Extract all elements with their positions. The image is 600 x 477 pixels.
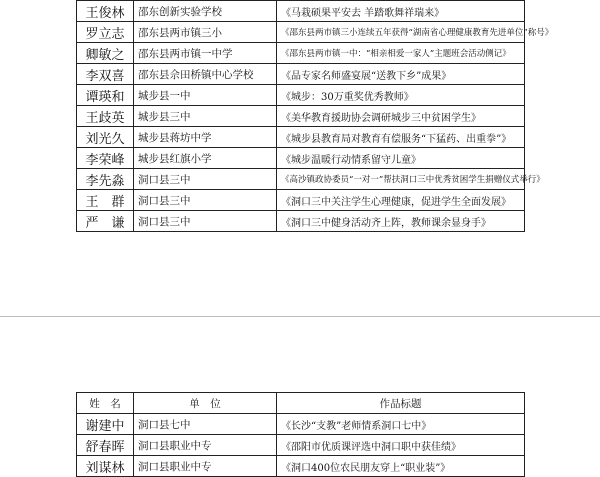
author-name-cell: 舒春晖 (77, 435, 134, 456)
table-row (77, 169, 525, 190)
table-row (77, 148, 525, 169)
unit-cell: 邵东创新实验学校 (134, 1, 277, 22)
work-title-cell: 《长沙“支教”老师情系洞口七中》 (277, 414, 525, 435)
table-row (77, 22, 525, 43)
table-header-row (77, 393, 525, 414)
unit-cell: 邵东县佘田桥镇中心学校 (134, 64, 277, 85)
column-header-title: 作品标题 (277, 393, 525, 414)
work-title-cell: 《美华教育援助协会调研城步三中贫困学生》 (277, 106, 525, 127)
column-header-name: 姓 名 (77, 393, 134, 414)
table-row (77, 127, 525, 148)
table-row (77, 435, 525, 456)
work-title-cell: 《洞口三中健身活动齐上阵，教师课余显身手》 (277, 211, 525, 232)
unit-cell: 邵东县两市镇三小 (134, 22, 277, 43)
unit-cell: 洞口县三中 (134, 190, 277, 211)
author-name-cell: 刘谋林 (77, 456, 134, 477)
unit-cell: 洞口县三中 (134, 211, 277, 232)
author-name-cell: 王歧英 (77, 106, 134, 127)
table-row (77, 211, 525, 232)
author-name-cell: 卿敏之 (77, 43, 134, 64)
award-table-top (76, 0, 554, 232)
table-row (77, 106, 525, 127)
author-name-cell: 刘光久 (77, 127, 134, 148)
work-title-cell: 《马栽硕果平安去 羊踏歌舞祥瑞来》 (277, 1, 525, 22)
author-name-cell: 李先淼 (77, 169, 134, 190)
table-row (77, 190, 525, 211)
work-title-cell: 《城步温暖行动情系留守儿童》 (277, 148, 525, 169)
author-name-cell: 谢建中 (77, 414, 134, 435)
work-title-cell: 《洞口三中关注学生心理健康，促进学生全面发展》 (277, 190, 525, 211)
column-header-unit: 单 位 (134, 393, 277, 414)
table-row (77, 414, 525, 435)
document-page-bottom (0, 317, 600, 476)
author-name-cell: 严 谦 (77, 211, 134, 232)
table-row (77, 64, 525, 85)
unit-cell: 洞口县职业中专 (134, 435, 277, 456)
work-title-cell: 《品专家名师盛宴展“送教下乡”成果》 (277, 64, 525, 85)
document-page-top (0, 0, 600, 237)
author-name-cell: 王俊林 (77, 1, 134, 22)
unit-cell: 城步县蒋坊中学 (134, 127, 277, 148)
award-table-bottom (76, 392, 525, 477)
work-title-cell: 《城步县教育局对教育有偿服务“下猛药、出重拳”》 (277, 127, 525, 148)
author-name-cell: 王 群 (77, 190, 134, 211)
work-title-cell: 《邵东县两市镇一中：“相亲相爱一家人”主题班会活动侧记》 (277, 43, 525, 64)
unit-cell: 洞口县七中 (134, 414, 277, 435)
work-title-cell: 《高沙镇政协委员“一对一”帮扶洞口三中优秀贫困学生捐赠仪式举行》 (277, 169, 525, 190)
table-row (77, 456, 525, 477)
work-title-cell: 《邵阳市优质课评选中洞口职中获佳绩》 (277, 435, 525, 456)
work-title-cell: 《邵东县两市镇三小连续五年获得“湖南省心理健康教育先进单位”称号》 (277, 22, 525, 43)
work-title-cell: 《洞口400位农民朋友穿上“职业装”》 (277, 456, 525, 477)
author-name-cell: 李荣峰 (77, 148, 134, 169)
table-row (77, 1, 525, 22)
work-title-cell: 《城步：30万重奖优秀教师》 (277, 85, 525, 106)
unit-cell: 城步县红旗小学 (134, 148, 277, 169)
author-name-cell: 李双喜 (77, 64, 134, 85)
page-gap (0, 237, 600, 322)
unit-cell: 城步县一中 (134, 85, 277, 106)
unit-cell: 洞口县职业中专 (134, 456, 277, 477)
unit-cell: 城步县三中 (134, 106, 277, 127)
table-row (77, 85, 525, 106)
unit-cell: 洞口县三中 (134, 169, 277, 190)
author-name-cell: 谭瑛和 (77, 85, 134, 106)
author-name-cell: 罗立志 (77, 22, 134, 43)
unit-cell: 邵东县两市镇一中学 (134, 43, 277, 64)
table-row (77, 43, 525, 64)
